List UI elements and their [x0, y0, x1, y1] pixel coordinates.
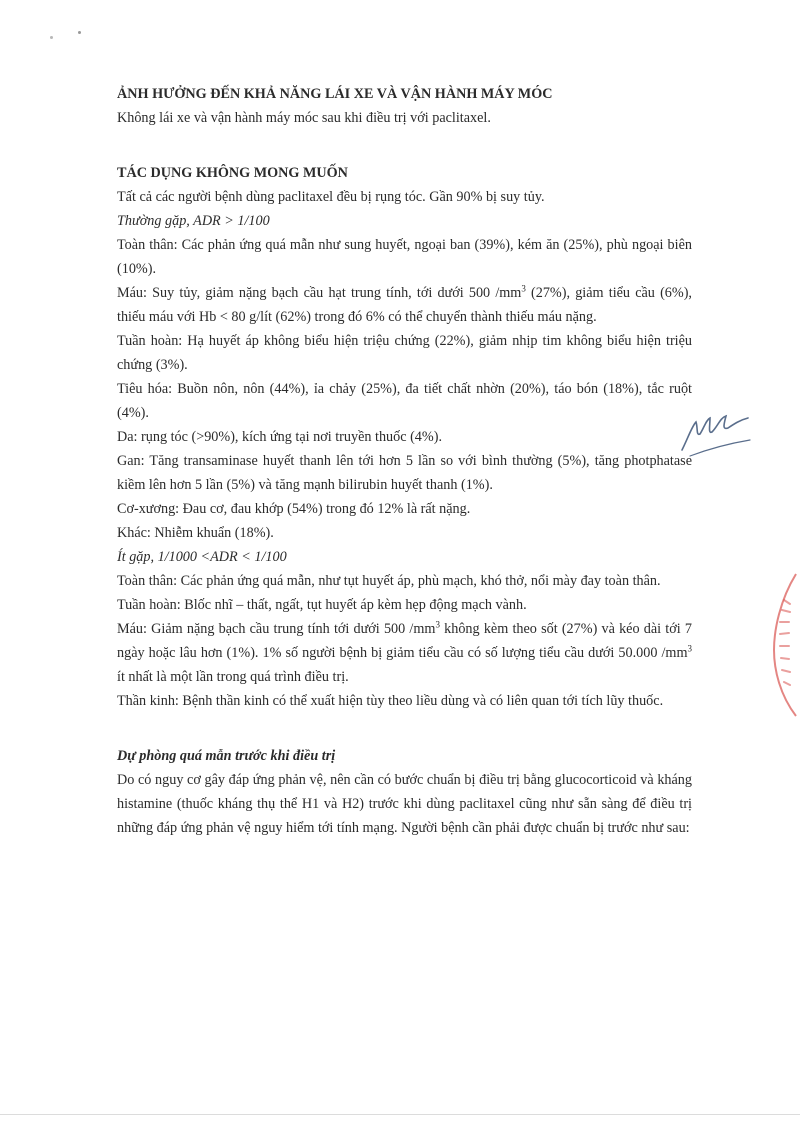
rare-blood: Máu: Giảm nặng bạch cầu trung tính tới dưới 500 $/mm^3$ không kèm theo sốt (27%) và kéo dài tới 7 ngày hoặc lâu hơn (1%). 1% số người bệnh bị giảm tiểu cầu có số lượng tiểu cầu dưới 50.000 $/mm^3$ ít nhất là một lần trong quá trình điều trị. [117, 619, 692, 685]
rare-heading: Ít gặp, 1/1000 <ADR < 1/100 [117, 549, 287, 565]
common-blood: Máu: Suy tủy, giảm nặng bạch cầu hạt trung tính, tới dưới 500 $/mm^3$ (27%), giảm tiểu cầu (6%), thiếu máu với Hb < 80 g/lít (62%) trong đó 6% có thể chuyển thành thiếu máu nặng. [117, 283, 692, 325]
scan-artifact [78, 31, 81, 34]
rare-circulation: Tuần hoàn: Blốc nhĩ – thất, ngất, tụt huyết áp kèm hẹp động mạch vành. [117, 597, 527, 613]
common-other: Khác: Nhiễm khuẩn (18%). [117, 525, 274, 541]
page-bottom-edge [0, 1114, 800, 1115]
section-title-driving: ẢNH HƯỞNG ĐẾN KHẢ NĂNG LÁI XE VÀ VẬN HÀNH MÁY MÓC [117, 86, 553, 102]
handwritten-signature [676, 398, 756, 458]
common-general: Toàn thân: Các phản ứng quá mẫn như sung huyết, ngoại ban (39%), kém ăn (25%), phù ngoại biên (10%). [117, 237, 692, 277]
section-title-adverse-effects: TÁC DỤNG KHÔNG MONG MUỐN [117, 165, 348, 181]
rare-neurological: Thần kinh: Bệnh thần kinh có thể xuất hiện tùy theo liều dùng và có liên quan tới tích lũy thuốc. [117, 693, 664, 709]
document-body [117, 82, 692, 840]
section-title-prophylaxis: Dự phòng quá mẫn trước khi điều trị [117, 748, 336, 764]
driving-text: Không lái xe và vận hành máy móc sau khi điều trị với paclitaxel. [117, 110, 491, 126]
adverse-intro: Tất cả các người bệnh dùng paclitaxel đều bị rụng tóc. Gần 90% bị suy tủy. [117, 189, 545, 205]
scan-artifact [50, 36, 53, 39]
official-stamp-fragment [760, 570, 800, 720]
rare-general: Toàn thân: Các phản ứng quá mẫn, như tụt huyết áp, phù mạch, khó thở, nổi mày đay toàn thân. [117, 573, 661, 589]
common-musculoskeletal: Cơ-xương: Đau cơ, đau khớp (54%) trong đó 12% là rất nặng. [117, 501, 471, 517]
common-digestive: Tiêu hóa: Buồn nôn, nôn (44%), ỉa chảy (25%), đa tiết chất nhờn (20%), táo bón (18%), tắc ruột (4%). [117, 381, 692, 421]
common-heading: Thường gặp, ADR > 1/100 [117, 213, 270, 229]
common-circulation: Tuần hoàn: Hạ huyết áp không biểu hiện triệu chứng (22%), giảm nhịp tim không biểu hiện triệu chứng (3%). [117, 333, 692, 373]
common-liver: Gan: Tăng transaminase huyết thanh lên tới hơn 5 lần so với bình thường (5%), tăng photphatase kiềm lên hơn 5 lần (5%) và tăng mạnh bilirubin huyết thanh (1%). [117, 453, 692, 493]
common-skin: Da: rụng tóc (>90%), kích ứng tại nơi truyền thuốc (4%). [117, 429, 442, 445]
prophylaxis-text: Do có nguy cơ gây đáp ứng phản vệ, nên cần có bước chuẩn bị điều trị bằng glucocorticoid và kháng histamine (thuốc kháng thụ thể H1 và H2) trước khi dùng paclitaxel cũng như sẵn sàng để điều trị những đáp ứng phản vệ nguy hiểm tới tính mạng. Người bệnh cần phải được chuẩn bị trước như sau: [117, 772, 692, 836]
